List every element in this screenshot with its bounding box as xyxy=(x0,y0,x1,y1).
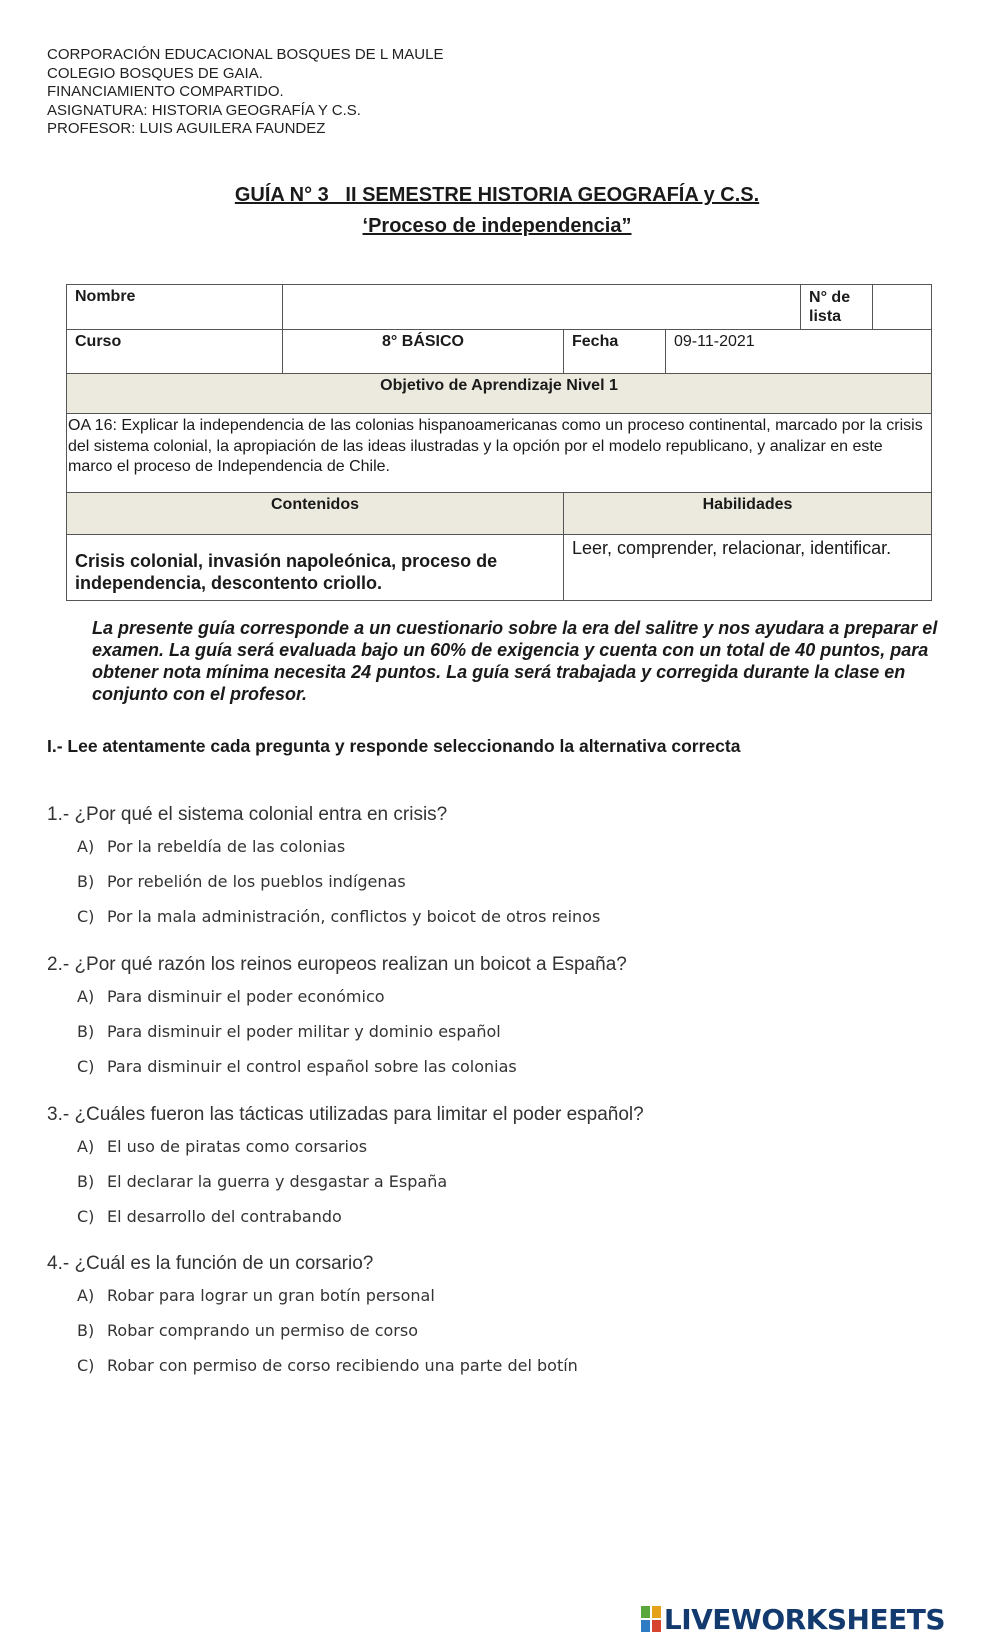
curso-value: 8° BÁSICO xyxy=(283,330,564,374)
question xyxy=(47,1104,947,1241)
option-letter: A) xyxy=(77,837,95,856)
intro-paragraph: La presente guía corresponde a un cuestionario sobre la era del salitre y nos ayudara a preparar el examen. La guía será evaluada bajo un 60% de exigencia y cuenta con un total de 40 puntos, para obtener nota mínima necesita 24 puntos. La guía será trabajada y corregida durante la clase en conjunto con el profesor. xyxy=(92,618,938,704)
option[interactable] xyxy=(77,1206,947,1241)
option-letter: B) xyxy=(77,1022,95,1041)
option-letter: C) xyxy=(77,907,95,926)
option-text: El uso de piratas como corsarios xyxy=(107,1137,368,1156)
option-letter: C) xyxy=(77,1057,95,1076)
habilidades-text: Leer, comprender, relacionar, identificar. xyxy=(564,535,932,601)
guide-title: GUÍA N° 3 II SEMESTRE HISTORIA GEOGRAFÍA y C.S. xyxy=(234,184,760,206)
header-line: COLEGIO BOSQUES DE GAIA. xyxy=(47,64,263,82)
header-line: PROFESOR: LUIS AGUILERA FAUNDEZ xyxy=(47,120,326,137)
option-text: Robar con permiso de corso recibiendo una parte del botín xyxy=(107,1356,578,1375)
nombre-label: Nombre xyxy=(67,285,283,330)
option-text: Robar para lograr un gran botín personal xyxy=(107,1286,435,1305)
option-text: Para disminuir el poder económico xyxy=(107,987,385,1006)
option-letter: A) xyxy=(77,987,95,1006)
contenidos-header: Contenidos xyxy=(67,493,564,535)
guide-subtitle: ‘Proceso de independencia” xyxy=(362,215,632,237)
option-letter: A) xyxy=(77,1137,95,1156)
option-text: Robar comprando un permiso de corso xyxy=(107,1321,418,1340)
option-letter: B) xyxy=(77,872,95,891)
option[interactable] xyxy=(77,1136,947,1171)
header-line: ASIGNATURA: HISTORIA GEOGRAFÍA Y C.S. xyxy=(47,101,361,119)
question-text: 1.- ¿Por qué el sistema colonial entra en crisis? xyxy=(47,804,448,825)
question xyxy=(47,1253,947,1390)
option-letter: C) xyxy=(77,1356,95,1375)
question xyxy=(47,954,947,1091)
option-text: Por la mala administración, conflictos y boicot de otros reinos xyxy=(107,907,601,926)
question-text: 3.- ¿Cuáles fueron las tácticas utilizadas para limitar el poder español? xyxy=(47,1104,644,1125)
option[interactable] xyxy=(77,906,947,941)
option[interactable] xyxy=(77,986,947,1021)
option[interactable] xyxy=(77,1320,947,1355)
option[interactable] xyxy=(77,1285,947,1320)
option[interactable] xyxy=(77,871,947,906)
option-letter: C) xyxy=(77,1207,95,1226)
option-text: El declarar la guerra y desgastar a España xyxy=(107,1172,448,1191)
option[interactable] xyxy=(77,1056,947,1091)
habilidades-header: Habilidades xyxy=(564,493,932,535)
brand-text: LIVEWORKSHEETS xyxy=(663,1603,945,1636)
option[interactable] xyxy=(77,1171,947,1206)
nlista-label: N° de lista xyxy=(801,285,873,330)
liveworksheets-brand xyxy=(641,1603,945,1636)
objetivo-header: Objetivo de Aprendizaje Nivel 1 xyxy=(67,374,932,414)
option-letter: B) xyxy=(77,1172,95,1191)
option[interactable] xyxy=(77,1355,947,1390)
question-text: 2.- ¿Por qué razón los reinos europeos realizan un boicot a España? xyxy=(47,954,627,975)
option-letter: A) xyxy=(77,1286,95,1305)
contenidos-text: Crisis colonial, invasión napoleónica, proceso de independencia, descontento criollo. xyxy=(67,535,564,601)
option[interactable] xyxy=(77,1021,947,1056)
option-text: Por la rebeldía de las colonias xyxy=(107,837,346,856)
option-text: Para disminuir el poder militar y dominio español xyxy=(107,1022,501,1041)
liveworksheets-logo-icon xyxy=(641,1606,661,1632)
school-header xyxy=(47,46,443,139)
section-title: I.- Lee atentamente cada pregunta y responde seleccionando la alternativa correcta xyxy=(47,736,741,756)
info-table xyxy=(66,284,932,601)
header-line: FINANCIAMIENTO COMPARTIDO. xyxy=(47,83,284,100)
option-letter: B) xyxy=(77,1321,95,1340)
fecha-label: Fecha xyxy=(564,330,666,374)
fecha-value: 09-11-2021 xyxy=(666,330,932,374)
objetivo-text: OA 16: Explicar la independencia de las colonias hispanoamericanas como un proceso continental, marcado por la crisis del sistema colonial, la apropiación de las ideas ilustradas y la opción por el modelo republicano, y analizar en este marco el proceso de Independencia de Chile. xyxy=(67,414,932,493)
curso-label: Curso xyxy=(67,330,283,374)
question-text: 4.- ¿Cuál es la función de un corsario? xyxy=(47,1253,374,1274)
question xyxy=(47,804,947,941)
header-line: CORPORACIÓN EDUCACIONAL BOSQUES DE L MAULE xyxy=(47,46,444,63)
option[interactable] xyxy=(77,836,947,871)
nombre-field[interactable] xyxy=(283,285,801,330)
option-text: El desarrollo del contrabando xyxy=(107,1207,342,1226)
nlista-field[interactable] xyxy=(873,285,932,330)
option-text: Para disminuir el control español sobre las colonias xyxy=(107,1057,517,1076)
option-text: Por rebelión de los pueblos indígenas xyxy=(107,872,406,891)
